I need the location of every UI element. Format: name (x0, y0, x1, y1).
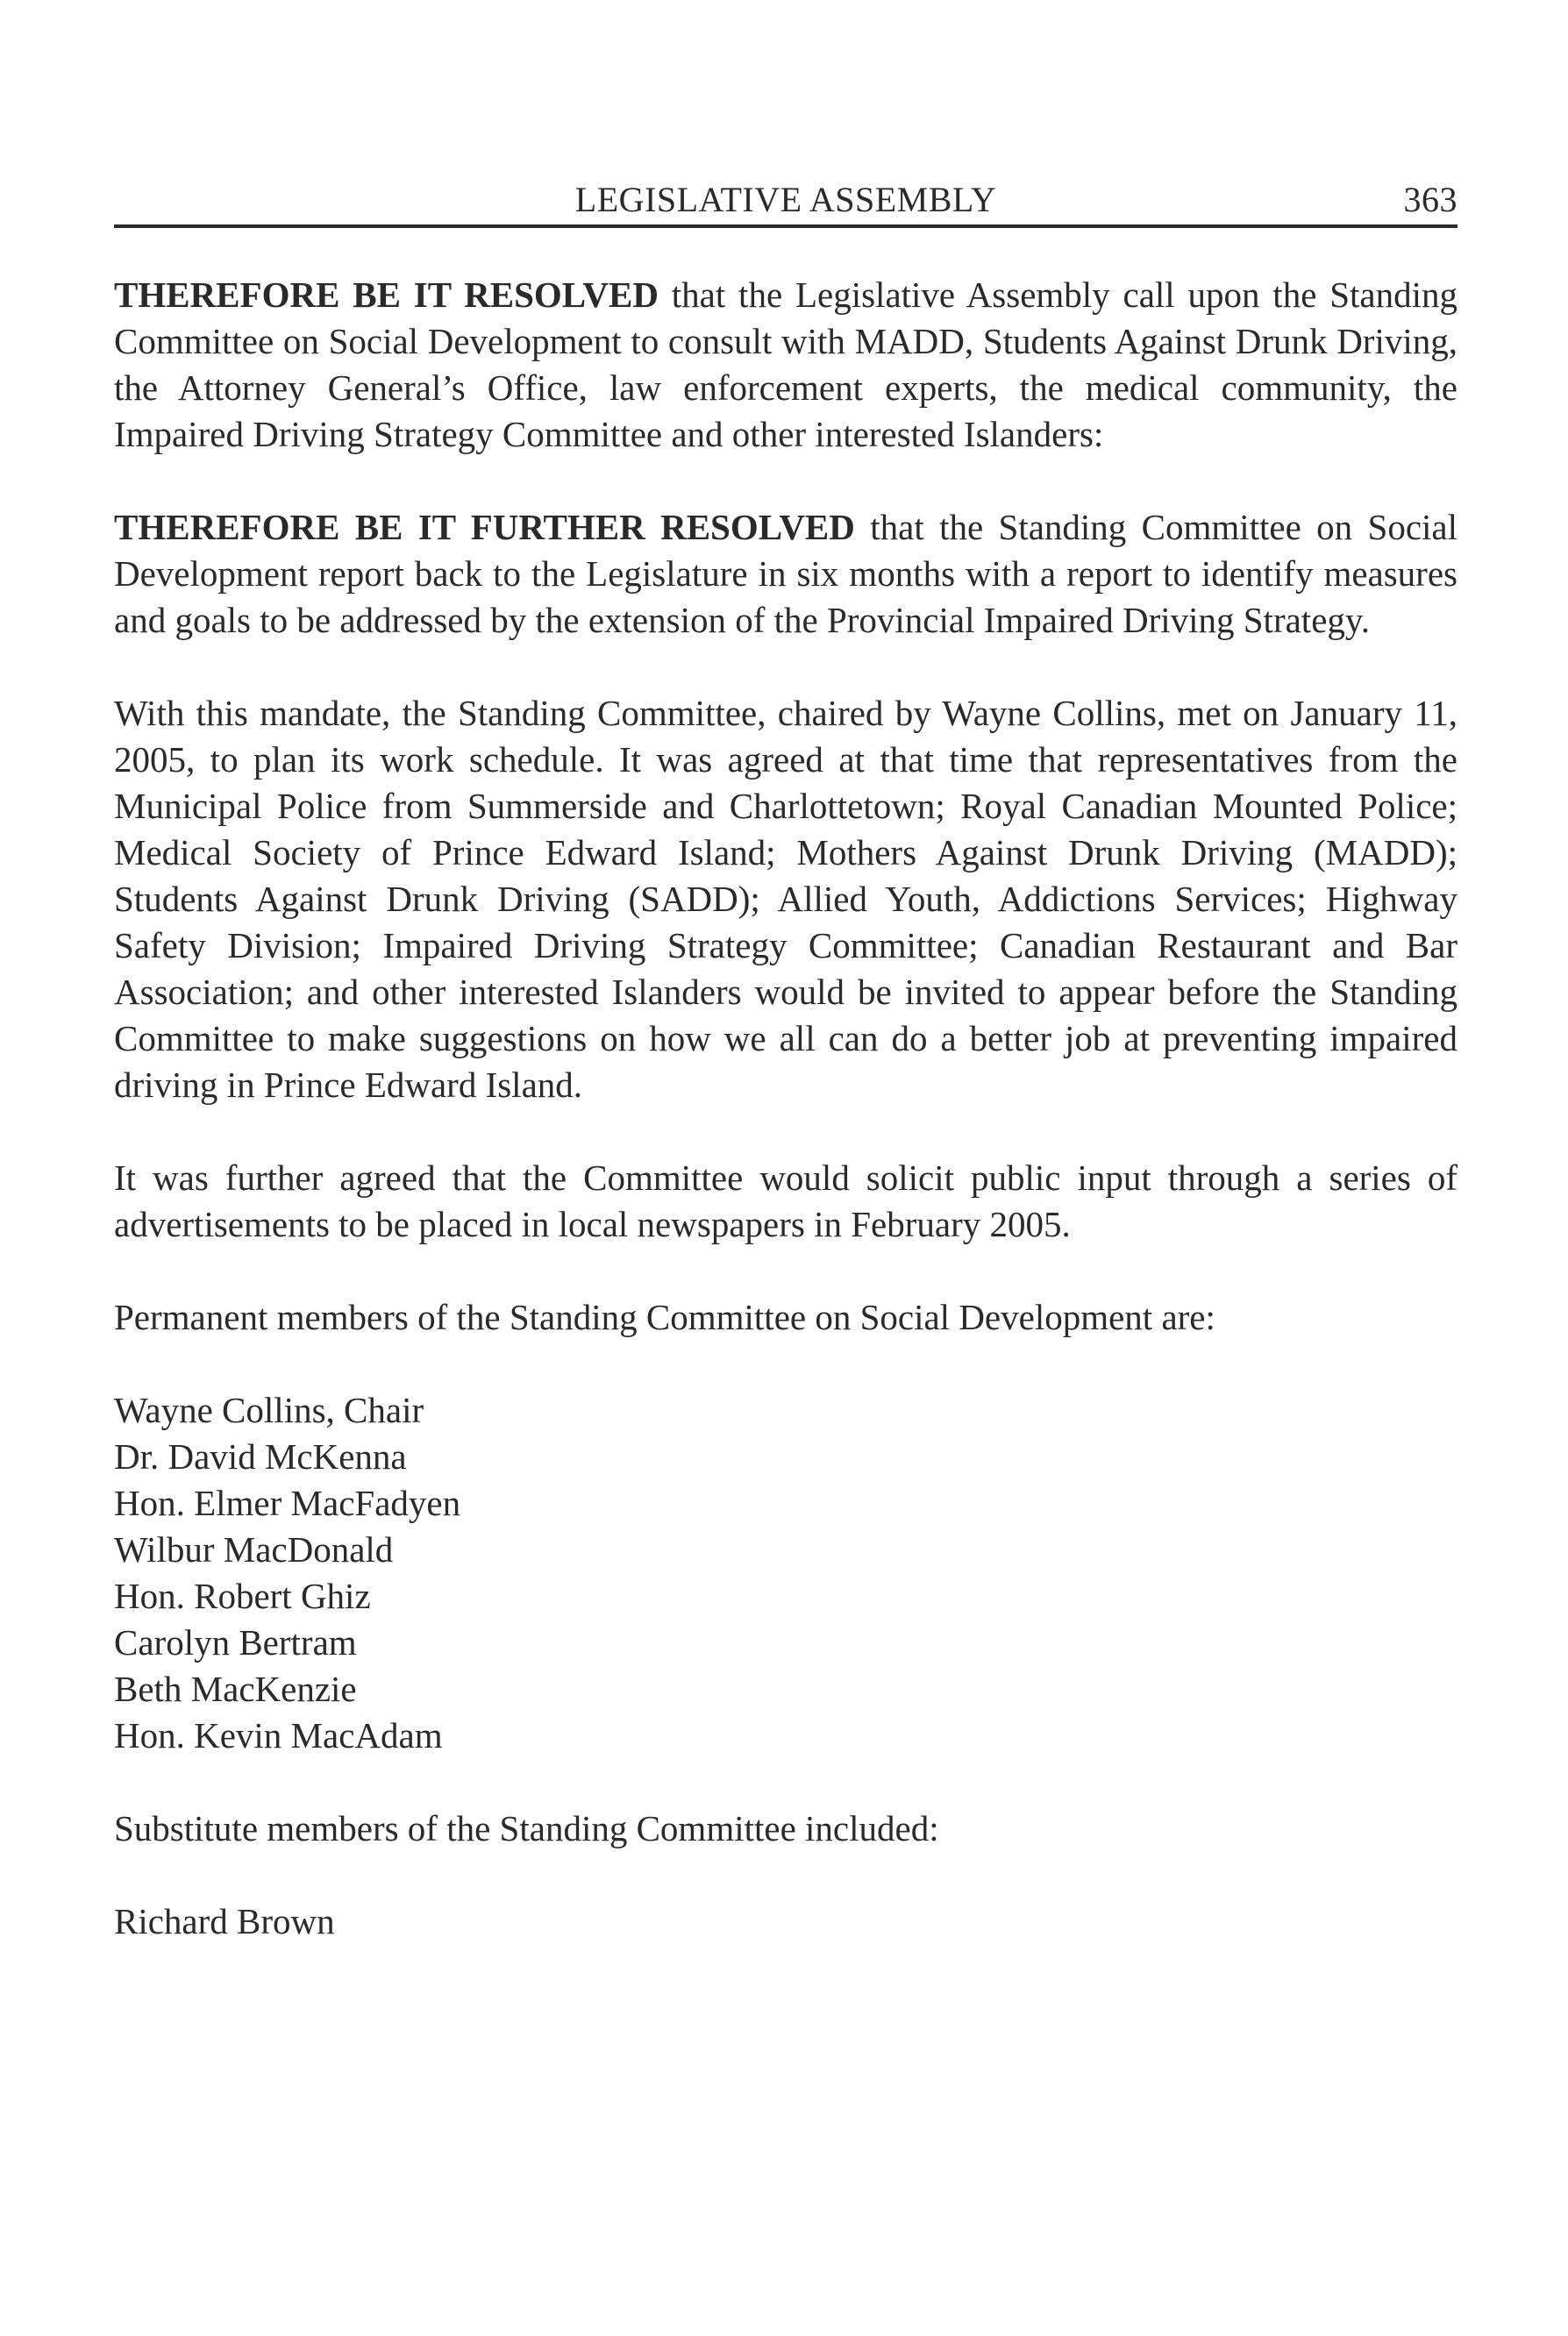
list-item: Hon. Robert Ghiz (114, 1576, 371, 1616)
list-item: Wayne Collins, Chair (114, 1390, 424, 1430)
resolution-text: that the Legislative Assembly call upon the Standing Committee on Social Development to consult with MADD, Students Against Drunk Driving, the Attorney General’s Office, law enforcement experts, the medical community, the Impaired Driving Strategy Committee and other interested Islanders: (114, 274, 1458, 454)
body-text (114, 272, 1458, 1991)
list-item: Wilbur MacDonald (114, 1529, 394, 1570)
header-title: LEGISLATIVE ASSEMBLY (574, 180, 997, 219)
advertisement-paragraph: It was further agreed that the Committee would solicit public input through a series of advertisements to be placed in local newspapers in February 2005. (114, 1157, 1458, 1244)
list-item: Carolyn Bertram (114, 1622, 357, 1663)
substitute-members-intro: Substitute members of the Standing Committee included: (114, 1808, 939, 1848)
list-item: Beth MacKenzie (114, 1669, 357, 1709)
mandate-paragraph: With this mandate, the Standing Committee, chaired by Wayne Collins, met on January 11, 2005, to plan its work schedule. It was agreed at that time that representatives from the Municipal Police from Summerside and Charlottetown; Royal Canadian Mounted Police; Medical Society of Prince Edward Island; Mothers Against Drunk Driving (MADD); Students Against Drunk Driving (SADD); Allied Youth, Addictions Services; Highway Safety Division; Impaired Driving Strategy Committee; Canadian Restaurant and Bar Association; and other interested Islanders would be invited to appear before the Standing Committee to make suggestions on how we all can do a better job at preventing impaired driving in Prince Edward Island. (114, 693, 1458, 1105)
permanent-members-list (114, 1387, 1458, 1759)
list-item: Hon. Kevin MacAdam (114, 1715, 443, 1756)
list-item: Dr. David McKenna (114, 1436, 407, 1477)
resolution-lead: THEREFORE BE IT RESOLVED (114, 274, 659, 315)
further-resolution-paragraph (114, 504, 1458, 644)
further-resolution-text: that the Standing Committee on Social Development report back to the Legislature in six months with a report to identify measures and goals to be addressed by the extension of the Provincial Impaired Driving Strategy. (114, 507, 1458, 640)
header-rule (114, 224, 1458, 228)
substitute-members-list (114, 1898, 1458, 1945)
further-resolution-lead: THEREFORE BE IT FURTHER RESOLVED (114, 507, 855, 547)
resolution-paragraph (114, 272, 1458, 458)
running-header (114, 175, 1458, 224)
list-item: Hon. Elmer MacFadyen (114, 1483, 461, 1523)
document-page (114, 0, 1458, 2336)
page-number: 363 (1403, 180, 1458, 219)
list-item: Richard Brown (114, 1901, 335, 1941)
permanent-members-intro: Permanent members of the Standing Committee on Social Development are: (114, 1297, 1215, 1337)
